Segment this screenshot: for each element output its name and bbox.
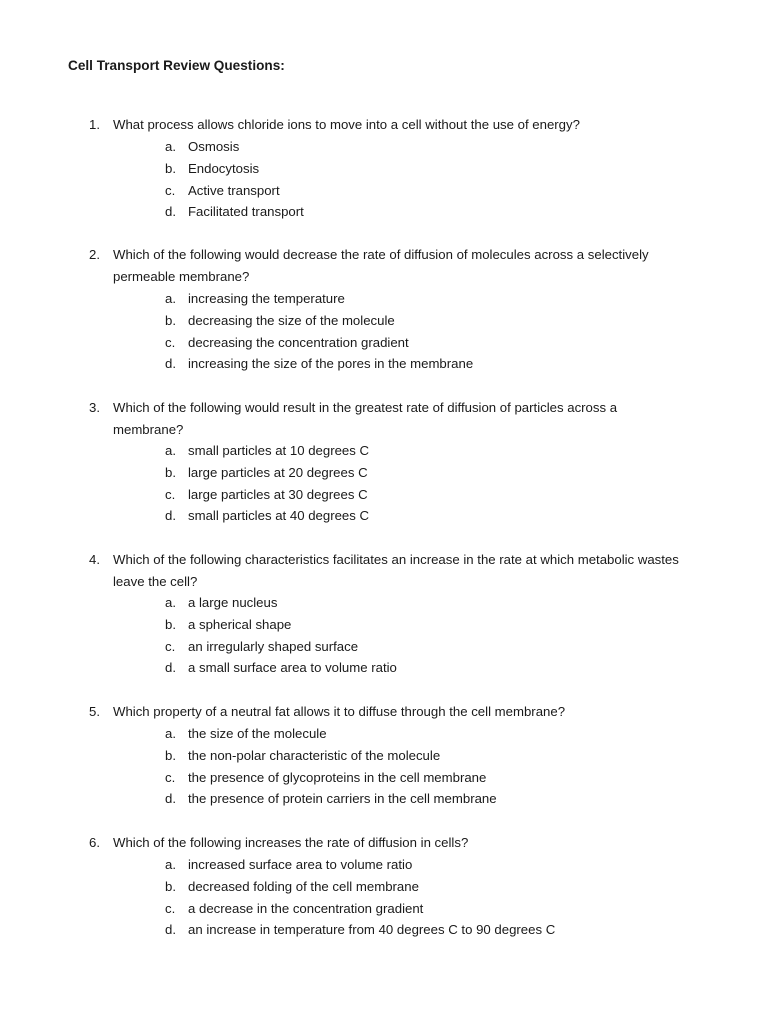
option-a — [0, 440, 768, 462]
option-a — [0, 592, 768, 614]
option-letter: d. — [165, 791, 176, 807]
option-text: increasing the temperature — [188, 291, 345, 306]
option-letter: d. — [165, 508, 176, 524]
option-letter: b. — [165, 160, 176, 176]
option-letter: c. — [165, 900, 176, 916]
option-letter: d. — [165, 660, 176, 676]
option-letter: b. — [165, 747, 176, 763]
option-b — [0, 876, 768, 898]
question-text: What process allows chloride ions to move into a cell without the use of energy? — [113, 117, 580, 132]
option-letter: a. — [165, 595, 176, 610]
question-number: 5. — [89, 704, 100, 719]
option-a — [0, 723, 768, 745]
option-b — [0, 462, 768, 484]
option-c — [0, 898, 768, 920]
option-letter: a. — [165, 857, 176, 872]
option-letter: d. — [165, 922, 176, 938]
question-text: Which of the following would decrease the rate of diffusion of molecules across a selectively permeable membrane? — [113, 247, 649, 284]
question-text: Which of the following would result in the greatest rate of diffusion of particles across a membrane? — [113, 400, 618, 437]
option-letter: c. — [165, 638, 176, 654]
option-letter: d. — [165, 356, 176, 372]
option-d — [0, 657, 768, 679]
question-text: Which property of a neutral fat allows it to diffuse through the cell membrane? — [113, 704, 566, 719]
option-letter: c. — [165, 182, 176, 198]
option-text: a decrease in the concentration gradient — [188, 900, 424, 916]
option-letter: b. — [165, 464, 176, 480]
option-text: increasing the size of the pores in the membrane — [188, 356, 474, 372]
option-text: decreasing the size of the molecule — [188, 312, 395, 328]
option-c — [0, 767, 768, 789]
option-letter: a. — [165, 291, 176, 306]
option-text: the non-polar characteristic of the molecule — [188, 747, 441, 763]
option-text: the presence of protein carriers in the cell membrane — [188, 791, 497, 807]
option-b — [0, 745, 768, 767]
option-text: Osmosis — [188, 139, 240, 154]
option-text: decreasing the concentration gradient — [188, 334, 409, 350]
option-letter: a. — [165, 443, 176, 458]
option-text: large particles at 30 degrees C — [188, 486, 368, 502]
option-d — [0, 505, 768, 527]
question-number: 4. — [89, 552, 100, 567]
option-text: an irregularly shaped surface — [188, 638, 359, 654]
option-text: a spherical shape — [188, 616, 292, 632]
option-letter: b. — [165, 616, 176, 632]
option-d — [0, 788, 768, 810]
option-a — [0, 854, 768, 876]
option-letter: c. — [165, 334, 176, 350]
option-b — [0, 310, 768, 332]
option-text: Endocytosis — [188, 160, 260, 176]
option-letter: b. — [165, 878, 176, 894]
question-text: Which of the following increases the rate of diffusion in cells? — [113, 835, 469, 850]
option-d — [0, 919, 768, 941]
option-text: small particles at 10 degrees C — [188, 443, 370, 458]
option-letter: c. — [165, 769, 176, 785]
option-c — [0, 636, 768, 658]
question-number: 1. — [89, 117, 100, 132]
option-d — [0, 353, 768, 375]
option-c — [0, 332, 768, 354]
option-text: large particles at 20 degrees C — [188, 464, 368, 480]
option-letter: a. — [165, 139, 176, 154]
option-c — [0, 180, 768, 202]
question-number: 3. — [89, 400, 100, 415]
option-b — [0, 158, 768, 180]
option-text: the size of the molecule — [188, 726, 327, 741]
question-number: 2. — [89, 247, 100, 262]
option-text: small particles at 40 degrees C — [188, 508, 370, 524]
option-d — [0, 201, 768, 223]
option-text: a small surface area to volume ratio — [188, 660, 397, 676]
option-a — [0, 136, 768, 158]
option-letter: b. — [165, 312, 176, 328]
option-text: Facilitated transport — [188, 204, 304, 220]
option-a — [0, 288, 768, 310]
option-text: a large nucleus — [188, 595, 278, 610]
option-letter: d. — [165, 204, 176, 220]
option-text: an increase in temperature from 40 degrees C to 90 degrees C — [188, 922, 556, 938]
option-b — [0, 614, 768, 636]
option-letter: a. — [165, 726, 176, 741]
option-text: decreased folding of the cell membrane — [188, 878, 419, 894]
option-c — [0, 484, 768, 506]
option-letter: c. — [165, 486, 176, 502]
option-text: Active transport — [188, 182, 280, 198]
question-number: 6. — [89, 835, 100, 850]
page-title: Cell Transport Review Questions: — [68, 58, 285, 73]
option-text: increased surface area to volume ratio — [188, 857, 413, 872]
question-text: Which of the following characteristics facilitates an increase in the rate at which metabolic wastes leave the cell? — [113, 552, 679, 589]
option-text: the presence of glycoproteins in the cell membrane — [188, 769, 487, 785]
